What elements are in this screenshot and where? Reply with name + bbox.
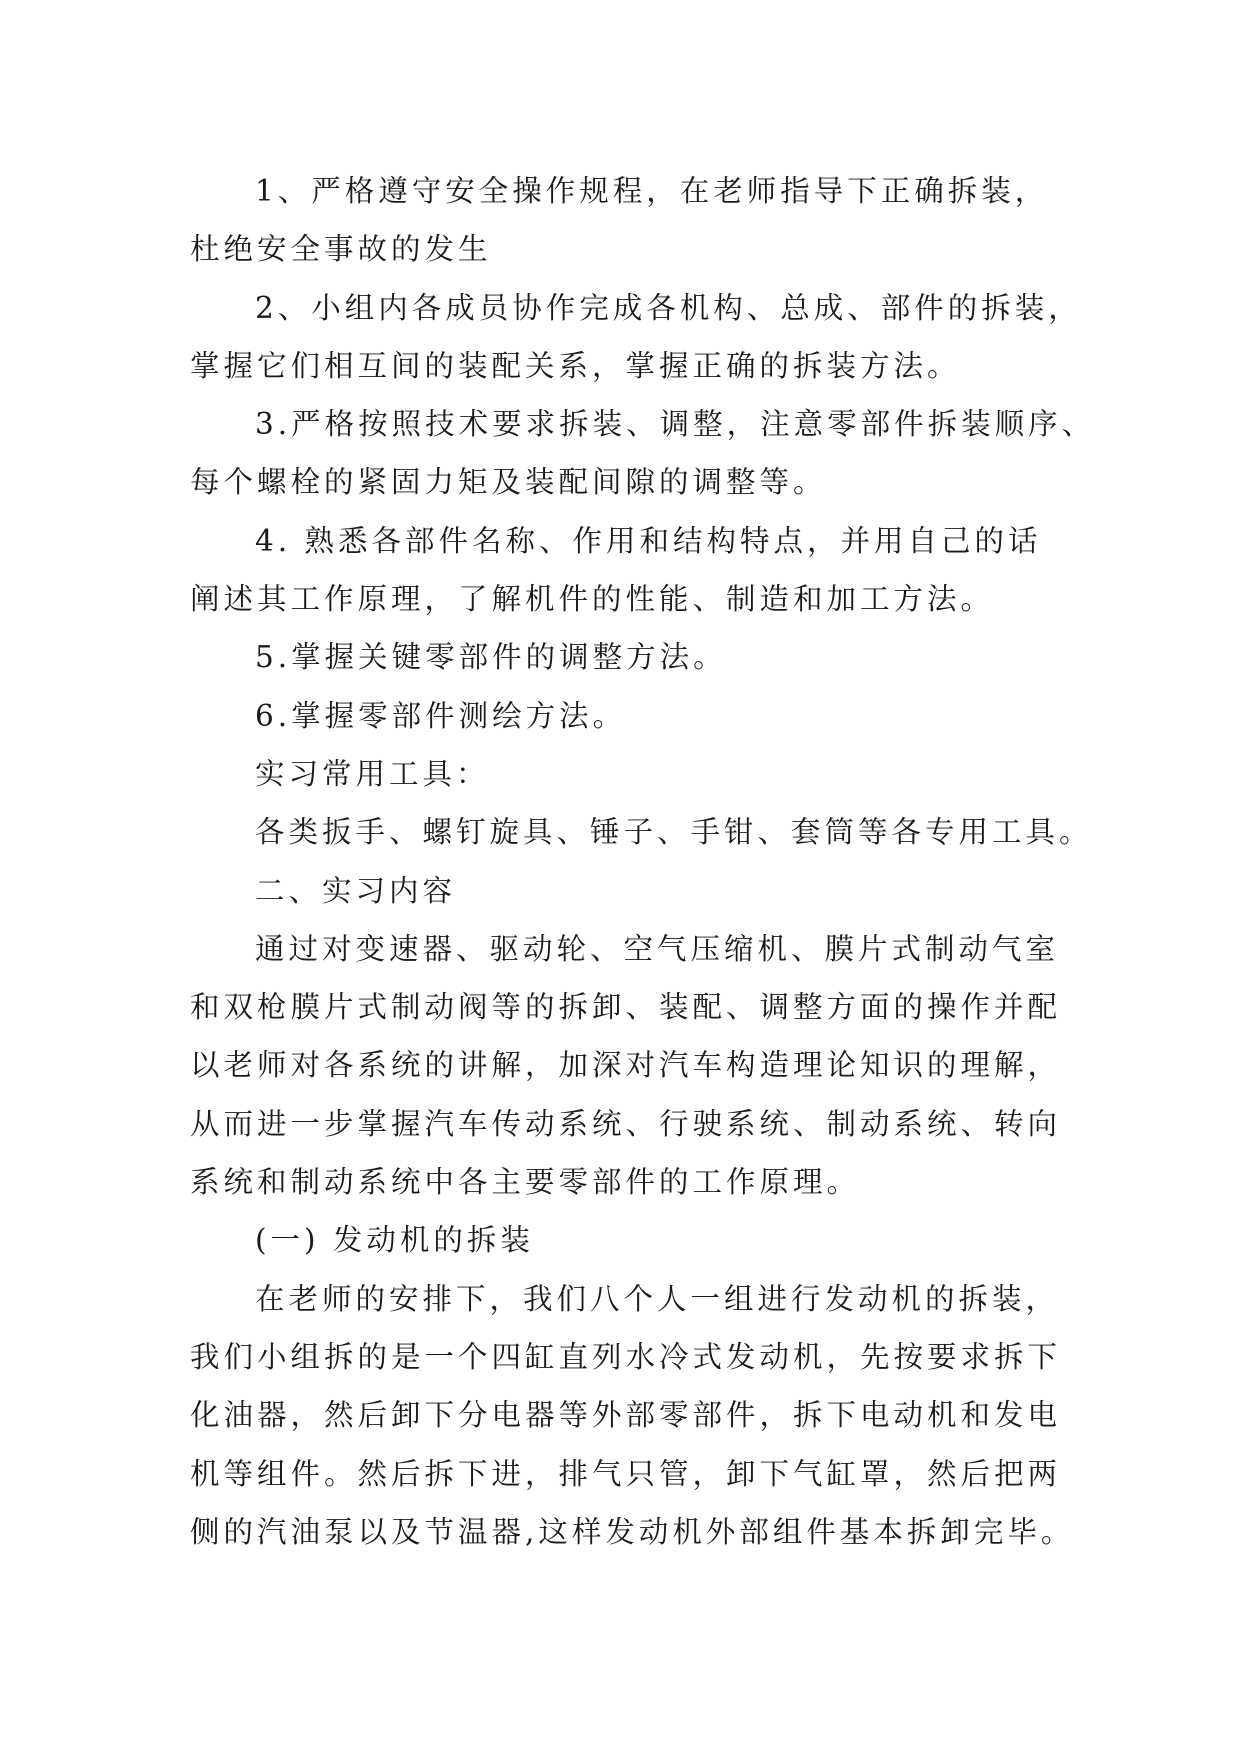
text-line: 我们小组拆的是一个四缸直列水冷式发动机，先按要求拆下 [190,1339,1062,1374]
text-line: 阐述其工作原理，了解机件的性能、制造和加工方法。 [190,582,995,617]
document-body [190,162,1096,1561]
text-line: 以老师对各系统的讲解，加深对汽车构造理论知识的理解， [190,1048,1062,1083]
section-heading: 二、实习内容 [255,873,457,908]
text-line: 和双枪膜片式制动阀等的拆卸、装配、调整方面的操作并配 [190,990,1062,1025]
text-line: 机等组件。然后拆下进，排气只管，卸下气缸罩，然后把两 [190,1456,1062,1491]
text-line: 3.严格按照技术要求拆装、调整，注意零部件拆装顺序、 [255,407,1096,442]
text-line: 通过对变速器、驱动轮、空气压缩机、膜片式制动气室 [255,931,1060,966]
text-line: 从而进一步掌握汽车传动系统、行驶系统、制动系统、转向 [190,1106,1062,1141]
text-line: 化油器，然后卸下分电器等外部零部件，拆下电动机和发电 [190,1398,1062,1433]
text-line: 1、严格遵守安全操作规程，在老师指导下正确拆装， [255,174,1049,208]
text-line: 掌握它们相互间的装配关系，掌握正确的拆装方法。 [190,348,961,383]
text-line: 4. 熟悉各部件名称、作用和结构特点，并用自己的话 [255,523,1042,558]
text-line: 各类扳手、螺钉旋具、锤子、手钳、套筒等各专用工具。 [255,815,1093,850]
text-line: 杜绝安全事故的发生 [190,232,492,267]
text-line: 2、小组内各成员协作完成各机构、总成、部件的拆装， [255,290,1082,325]
text-line: 5.掌握关键零部件的调整方法。 [255,640,727,675]
text-line: 每个螺栓的紧固力矩及装配间隙的调整等。 [190,465,827,500]
section-label-tools: 实习常用工具： [255,756,490,791]
text-line: 系统和制动系统中各主要零部件的工作原理。 [190,1165,861,1200]
text-line: 侧的汽油泵以及节温器,这样发动机外部组件基本拆卸完毕。 [190,1514,1075,1549]
subsection-heading: (一) 发动机的拆装 [255,1223,534,1258]
text-line: 在老师的安排下，我们八个人一组进行发动机的拆装， [255,1281,1060,1316]
text-line: 6.掌握零部件测绘方法。 [255,698,627,733]
